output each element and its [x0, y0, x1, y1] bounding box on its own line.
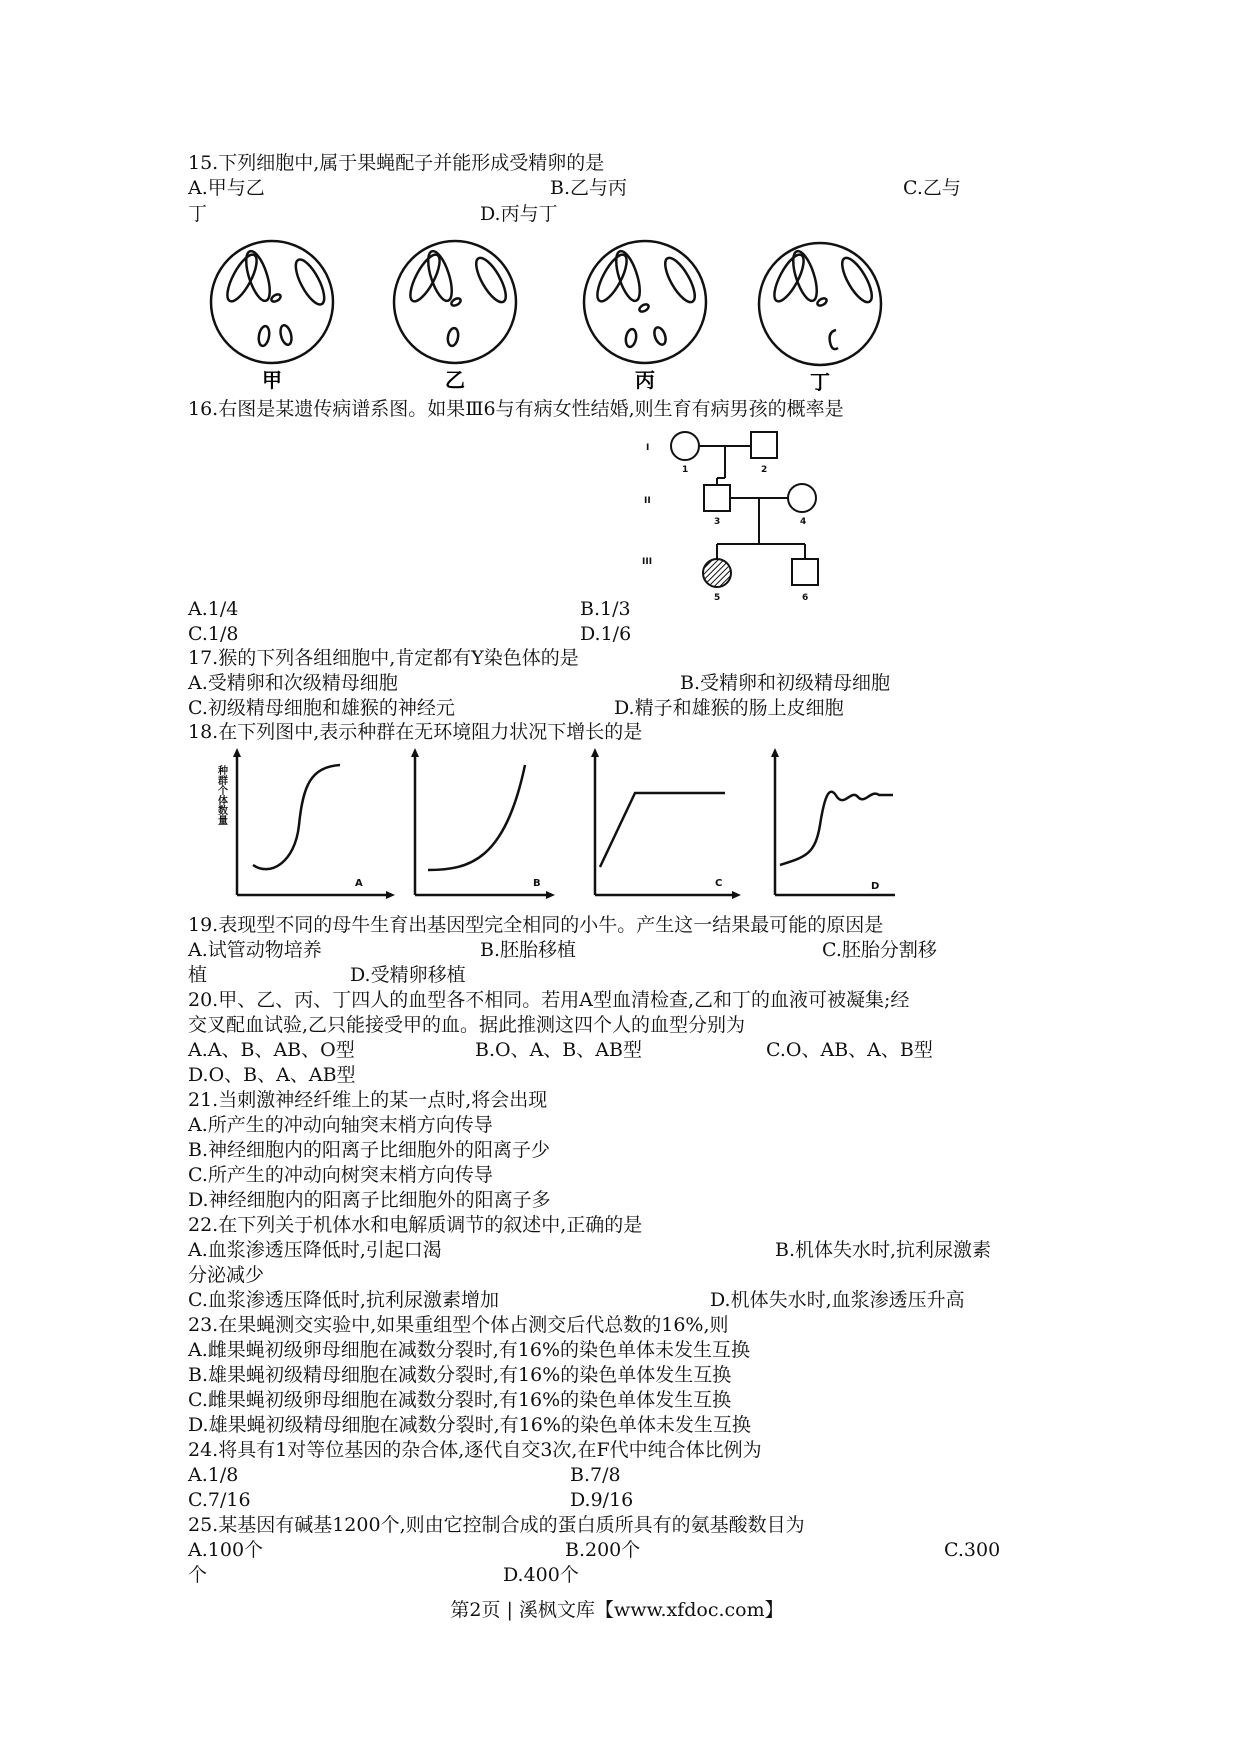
q25-option-b: B.200个 — [565, 1539, 641, 1561]
q20-option-a: A.A、B、AB、O型 — [188, 1039, 355, 1061]
q16-option-a: A.1/4 — [188, 598, 239, 620]
pedigree-figure — [640, 428, 840, 608]
graph-label-c: C — [715, 878, 723, 889]
q17-option-c: C.初级精母细胞和雄猴的神经元 — [188, 697, 455, 719]
q15-option-c-cont: 丁 — [188, 203, 208, 225]
cell-figure — [200, 232, 880, 392]
q19-option-b: B.胚胎移植 — [480, 939, 577, 961]
cell-bing — [584, 241, 706, 363]
q16-option-b: B.1/3 — [580, 598, 631, 620]
q23-option-c: C.雌果蝇初级卵母细胞在减数分裂时,有16%的染色单体发生互换 — [188, 1389, 732, 1411]
q15-stem: 15.下列细胞中,属于果蝇配子并能形成受精卵的是 — [188, 152, 605, 174]
cell-label-ding: 丁 — [810, 370, 830, 394]
gen-label-3: III — [642, 557, 653, 567]
q16-option-c: C.1/8 — [188, 623, 239, 645]
q17-option-a: A.受精卵和次级精母细胞 — [188, 672, 398, 694]
curve-c — [600, 793, 725, 867]
id-1: 1 — [682, 465, 689, 475]
curve-a — [253, 765, 340, 869]
y-axis-label: 种群个体数量 — [215, 765, 227, 825]
q22-stem: 22.在下列关于机体水和电解质调节的叙述中,正确的是 — [188, 1214, 643, 1236]
cell-yi — [394, 241, 516, 363]
q20-option-b: B.O、A、B、AB型 — [475, 1039, 642, 1061]
q22-option-b: B.机体失水时,抗利尿激素 — [775, 1239, 992, 1261]
graph-label-b: B — [533, 878, 541, 889]
q17-stem: 17.猴的下列各组细胞中,肯定都有Y染色体的是 — [188, 647, 579, 669]
q20-stem-1: 20.甲、乙、丙、丁四人的血型各不相同。若用A型血清检查,乙和丁的血液可被凝集;经 — [188, 989, 910, 1011]
q18-stem: 18.在下列图中,表示种群在无环境阻力状况下增长的是 — [188, 721, 643, 743]
q15-option-a: A.甲与乙 — [188, 177, 265, 199]
cell-label-bing: 丙 — [635, 368, 655, 392]
q25-option-d: D.400个 — [503, 1564, 579, 1586]
q17-option-b: B.受精卵和初级精母细胞 — [680, 672, 891, 694]
q21-option-d: D.神经细胞内的阳离子比细胞外的阳离子多 — [188, 1189, 551, 1211]
graph-label-a: A — [355, 878, 363, 889]
q20-option-d: D.O、B、A、AB型 — [188, 1064, 356, 1086]
q25-stem: 25.某基因有碱基1200个,则由它控制合成的蛋白质所具有的氨基酸数目为 — [188, 1514, 805, 1536]
q21-stem: 21.当刺激神经纤维上的某一点时,将会出现 — [188, 1089, 548, 1111]
q19-option-c: C.胚胎分割移 — [822, 939, 937, 961]
q23-option-b: B.雄果蝇初级精母细胞在减数分裂时,有16%的染色单体发生互换 — [188, 1364, 732, 1386]
cell-label-yi: 乙 — [445, 368, 465, 392]
q25-option-a: A.100个 — [188, 1539, 264, 1561]
q24-option-a: A.1/8 — [188, 1464, 239, 1486]
q23-stem: 23.在果蝇测交实验中,如果重组型个体占测交后代总数的16%,则 — [188, 1314, 729, 1336]
q22-option-a: A.血浆渗透压降低时,引起口渴 — [188, 1239, 442, 1261]
q16-stem: 16.右图是某遗传病谱系图。如果Ⅲ6与有病女性结婚,则生育有病男孩的概率是 — [188, 398, 844, 420]
q23-option-d: D.雄果蝇初级精母细胞在减数分裂时,有16%的染色单体未发生互换 — [188, 1414, 751, 1436]
id-4: 4 — [800, 517, 807, 527]
page-footer: 第2页 | 溪枫文库【www.xfdoc.com】 — [450, 1599, 784, 1621]
growth-curves-figure — [215, 745, 895, 905]
q22-option-d: D.机体失水时,血浆渗透压升高 — [710, 1289, 965, 1311]
gen-label-1: I — [646, 443, 650, 453]
cell-ding — [759, 243, 881, 365]
q24-stem: 24.将具有1对等位基因的杂合体,逐代自交3次,在F代中纯合体比例为 — [188, 1439, 762, 1461]
cell-jia — [211, 241, 333, 363]
q16-option-d: D.1/6 — [580, 623, 632, 645]
q21-option-a: A.所产生的冲动向轴突末梢方向传导 — [188, 1114, 493, 1136]
cell-label-jia: 甲 — [262, 368, 282, 392]
id-3: 3 — [714, 517, 721, 527]
q15-option-c: C.乙与 — [903, 177, 961, 199]
q17-option-d: D.精子和雄猴的肠上皮细胞 — [614, 697, 844, 719]
q23-option-a: A.雌果蝇初级卵母细胞在减数分裂时,有16%的染色单体未发生互换 — [188, 1339, 751, 1361]
q15-option-d: D.丙与丁 — [480, 203, 558, 225]
graph-label-d: D — [871, 881, 880, 892]
curve-b — [428, 765, 525, 870]
q20-stem-2: 交叉配血试验,乙只能接受甲的血。据此推测这四个人的血型分别为 — [188, 1014, 746, 1036]
q24-option-d: D.9/16 — [570, 1489, 634, 1511]
id-6: 6 — [802, 593, 809, 603]
gen-label-2: II — [644, 496, 651, 506]
id-2: 2 — [761, 465, 768, 475]
q21-option-b: B.神经细胞内的阳离子比细胞外的阳离子少 — [188, 1139, 551, 1161]
q24-option-b: B.7/8 — [570, 1464, 621, 1486]
q21-option-c: C.所产生的冲动向树突末梢方向传导 — [188, 1164, 493, 1186]
q19-stem: 19.表现型不同的母牛生育出基因型完全相同的小牛。产生这一结果最可能的原因是 — [188, 914, 884, 936]
q25-option-c-cont: 个 — [188, 1564, 208, 1586]
q20-option-c: C.O、AB、A、B型 — [766, 1039, 933, 1061]
q15-option-b: B.乙与丙 — [550, 177, 628, 199]
q19-option-c-cont: 植 — [188, 964, 208, 986]
q22-option-c: C.血浆渗透压降低时,抗利尿激素增加 — [188, 1289, 499, 1311]
q22-option-b-cont: 分泌减少 — [188, 1264, 265, 1286]
q24-option-c: C.7/16 — [188, 1489, 251, 1511]
curve-d — [780, 792, 893, 865]
q19-option-a: A.试管动物培养 — [188, 939, 322, 961]
id-5: 5 — [714, 593, 721, 603]
q19-option-d: D.受精卵移植 — [350, 964, 466, 986]
affected-female-5 — [703, 559, 731, 587]
q25-option-c: C.300 — [944, 1539, 1001, 1561]
